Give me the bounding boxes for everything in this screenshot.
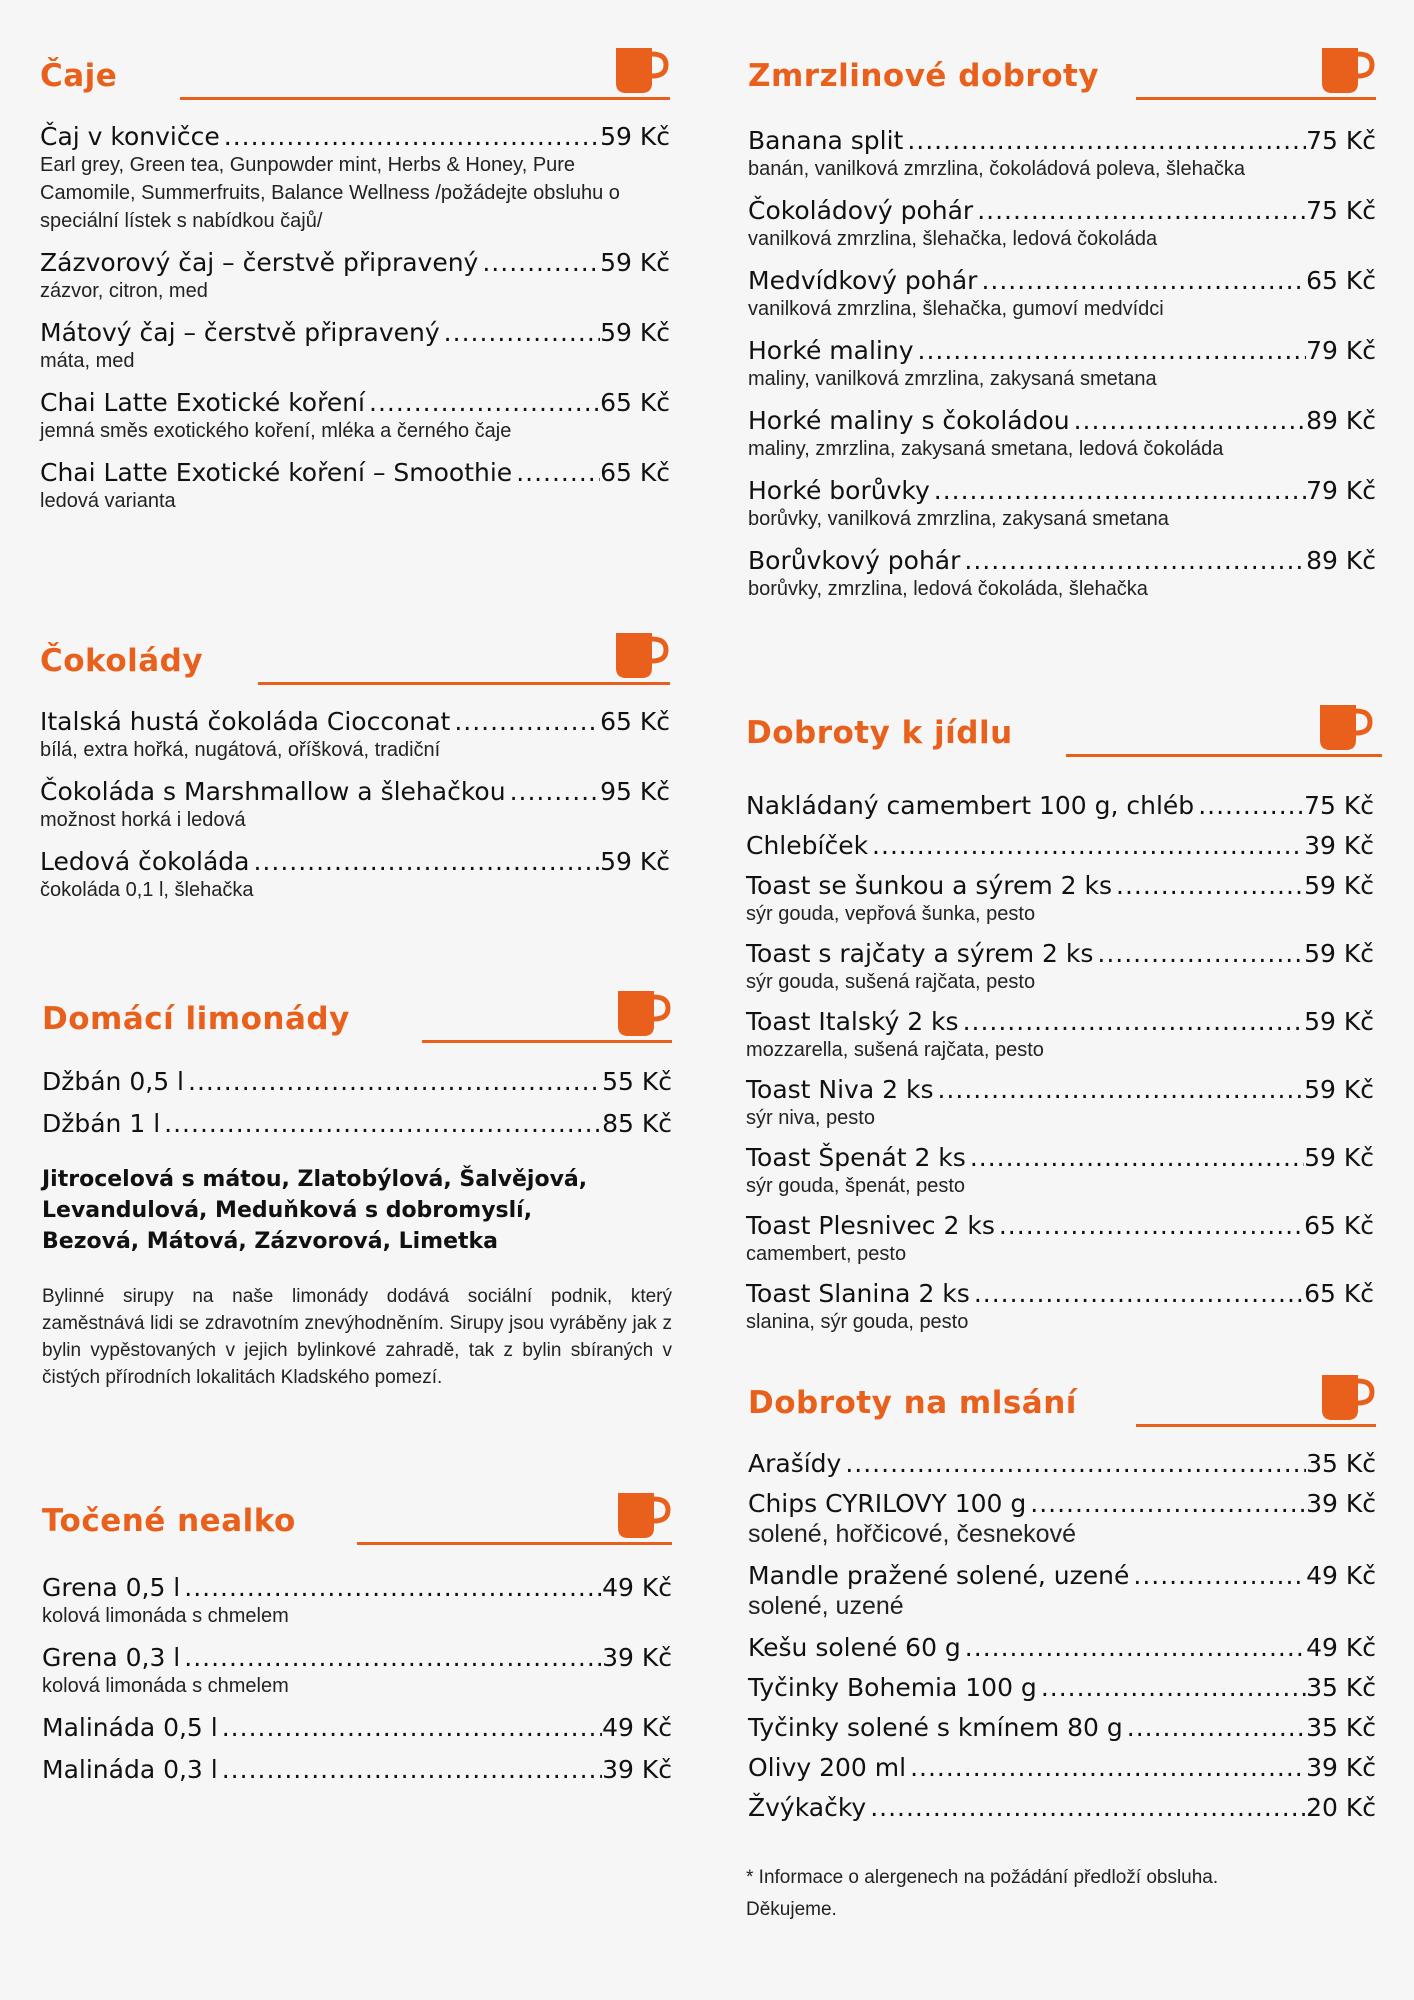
- menu-item-line: [748, 1449, 1376, 1478]
- menu-item-price: 59 Kč: [1304, 1075, 1374, 1104]
- dot-leader: [506, 777, 601, 806]
- menu-item-line: [746, 939, 1374, 968]
- dot-leader: [1093, 939, 1304, 968]
- menu-item-name: Toast Špenát 2 ks: [746, 1143, 966, 1172]
- item-list: [746, 791, 1374, 1336]
- menu-item-description: Earl grey, Green tea, Gunpowder mint, Herbs & Honey, Pure Camomile, Summerfruits, Balance Wellness /požádejte obsluhu o speciální lístek s nabídkou čajů/: [40, 154, 620, 232]
- section-header: [40, 625, 670, 685]
- dot-leader: [961, 1633, 1306, 1662]
- dot-leader: [930, 476, 1306, 505]
- menu-item-line: [746, 1075, 1374, 1104]
- menu-item: [40, 248, 670, 305]
- menu-item-line: [748, 1753, 1376, 1782]
- menu-item-line: [746, 871, 1374, 900]
- menu-item-name: Toast s rajčaty a sýrem 2 ks: [746, 939, 1094, 968]
- menu-item-price: 59 Kč: [600, 122, 670, 151]
- dot-leader: [180, 1643, 602, 1672]
- menu-item-line: [748, 1673, 1376, 1702]
- dot-leader: [973, 196, 1306, 225]
- dot-leader: [450, 707, 600, 736]
- menu-item-price: 49 Kč: [1306, 1561, 1376, 1590]
- menu-item-name: Čaj v konvičce: [40, 122, 220, 151]
- footnote-line: * Informace o alergenech na požádání předloží obsluha.: [746, 1867, 1219, 1888]
- coffee-cup-icon: [1316, 702, 1374, 754]
- menu-item-line: [40, 777, 670, 806]
- menu-item-description: bílá, extra hořká, nugátová, oříšková, tradiční: [40, 739, 441, 761]
- menu-item-name: Čokoláda s Marshmallow a šlehačkou: [40, 777, 506, 806]
- menu-item-name: Chai Latte Exotické koření – Smoothie: [40, 458, 513, 487]
- section-title: Zmrzlinové dobroty: [748, 58, 1100, 94]
- menu-item-price: 75 Kč: [1306, 196, 1376, 225]
- menu-item-price: 59 Kč: [600, 248, 670, 277]
- header-rule: [1066, 754, 1382, 757]
- menu-item-description: maliny, vanilková zmrzlina, zakysaná smetana: [748, 368, 1157, 390]
- header-rule: [1136, 97, 1376, 100]
- menu-item-name: Horké borůvky: [748, 476, 930, 505]
- menu-item-price: 95 Kč: [600, 777, 670, 806]
- menu-item-price: 59 Kč: [600, 847, 670, 876]
- section-limonady: [42, 983, 672, 1391]
- menu-item-line: [748, 1561, 1376, 1590]
- menu-item-price: 20 Kč: [1306, 1793, 1376, 1822]
- section-jidlo: [746, 697, 1382, 1347]
- menu-item-price: 79 Kč: [1306, 476, 1376, 505]
- header-rule: [1136, 1424, 1376, 1427]
- section-header: [42, 983, 672, 1043]
- menu-item-price: 89 Kč: [1306, 406, 1376, 435]
- section-title: Domácí limonády: [42, 1001, 350, 1037]
- menu-item-price: 59 Kč: [1304, 1143, 1374, 1172]
- section-caje: [40, 40, 670, 528]
- item-list: [748, 1449, 1376, 1822]
- menu-item-name: Toast se šunkou a sýrem 2 ks: [746, 871, 1113, 900]
- menu-item-name: Džbán 0,5 l: [42, 1067, 185, 1096]
- dot-leader: [1026, 1489, 1306, 1518]
- menu-item-line: [42, 1713, 672, 1742]
- menu-item-name: Olivy 200 ml: [748, 1753, 907, 1782]
- menu-item: [748, 1673, 1376, 1702]
- menu-item-name: Tyčinky Bohemia 100 g: [748, 1673, 1037, 1702]
- section-nealko: [42, 1485, 672, 1797]
- dot-leader: [160, 1109, 602, 1138]
- menu-item-price: 59 Kč: [1304, 939, 1374, 968]
- menu-item-line: [746, 1007, 1374, 1036]
- dot-leader: [184, 1067, 602, 1096]
- menu-item: [746, 1211, 1374, 1268]
- menu-item-description: slanina, sýr gouda, pesto: [746, 1311, 969, 1333]
- menu-item: [746, 939, 1374, 996]
- header-rule: [357, 1542, 672, 1545]
- dot-leader: [1070, 406, 1306, 435]
- menu-item-line: [746, 831, 1374, 860]
- menu-item-description: sýr gouda, špenát, pesto: [746, 1175, 966, 1197]
- menu-item-description: kolová limonáda s chmelem: [42, 1675, 289, 1697]
- dot-leader: [914, 336, 1307, 365]
- menu-item-line: [40, 707, 670, 736]
- menu-item-name: Italská hustá čokoláda Ciocconat: [40, 707, 451, 736]
- dot-leader: [365, 388, 600, 417]
- menu-item-price: 49 Kč: [602, 1713, 672, 1742]
- menu-item: [748, 1561, 1376, 1622]
- menu-item: [40, 318, 670, 375]
- menu-item-price: 65 Kč: [600, 707, 670, 736]
- dot-leader: [966, 1143, 1304, 1172]
- menu-item: [748, 1449, 1376, 1478]
- menu-item-description: možnost horká i ledová: [40, 809, 246, 831]
- coffee-cup-icon: [612, 45, 670, 97]
- menu-item-description: sýr gouda, vepřová šunka, pesto: [746, 903, 1036, 925]
- section-title: Čaje: [40, 58, 118, 94]
- menu-item-description: maliny, zmrzlina, zakysaná smetana, ledová čokoláda: [748, 438, 1224, 460]
- menu-item: [42, 1713, 672, 1742]
- dot-leader: [1037, 1673, 1306, 1702]
- dot-leader: [977, 266, 1306, 295]
- dot-leader: [1123, 1713, 1306, 1742]
- menu-item-price: 65 Kč: [600, 388, 670, 417]
- menu-item-name: Malináda 0,3 l: [42, 1755, 218, 1784]
- menu-item-line: [40, 318, 670, 347]
- section-title: Dobroty k jídlu: [746, 715, 1013, 751]
- menu-item-line: [748, 546, 1376, 575]
- item-list: [42, 1067, 672, 1138]
- menu-item-name: Toast Italský 2 ks: [746, 1007, 959, 1036]
- menu-item-price: 89 Kč: [1306, 546, 1376, 575]
- dot-leader: [180, 1573, 602, 1602]
- menu-item: [746, 1279, 1374, 1336]
- coffee-cup-icon: [614, 1490, 672, 1542]
- menu-item-price: 39 Kč: [602, 1643, 672, 1672]
- menu-item-name: Malináda 0,5 l: [42, 1713, 218, 1742]
- menu-item-price: 59 Kč: [1304, 871, 1374, 900]
- menu-item-line: [42, 1643, 672, 1672]
- menu-item-price: 65 Kč: [1304, 1279, 1374, 1308]
- menu-item-line: [748, 406, 1376, 435]
- menu-item-name: Kešu solené 60 g: [748, 1633, 961, 1662]
- menu-item-line: [748, 126, 1376, 155]
- section-cokolady: [40, 625, 670, 917]
- footnote-thanks: Děkujeme.: [746, 1899, 837, 1920]
- menu-item-description: kolová limonáda s chmelem: [42, 1605, 289, 1627]
- section-title: Dobroty na mlsání: [748, 1385, 1077, 1421]
- dot-leader: [868, 831, 1304, 860]
- menu-item-description: solené, hořčicové, česnekové: [748, 1520, 1076, 1548]
- menu-item-line: [40, 388, 670, 417]
- menu-item-name: Chai Latte Exotické koření: [40, 388, 365, 417]
- menu-item: [40, 707, 670, 764]
- menu-item-price: 55 Kč: [602, 1067, 672, 1096]
- menu-item-price: 39 Kč: [1304, 831, 1374, 860]
- menu-item-name: Borůvkový pohár: [748, 546, 961, 575]
- menu-item-description: čokoláda 0,1 l, šlehačka: [40, 879, 254, 901]
- dot-leader: [970, 1279, 1304, 1308]
- menu-item-line: [748, 1633, 1376, 1662]
- dot-leader: [995, 1211, 1304, 1240]
- menu-item-description: solené, uzené: [748, 1592, 904, 1620]
- menu-item-line: [746, 1143, 1374, 1172]
- menu-item-line: [42, 1109, 672, 1138]
- menu-item-description: máta, med: [40, 350, 135, 372]
- menu-item-line: [748, 1793, 1376, 1822]
- menu-item: [746, 1143, 1374, 1200]
- dot-leader: [512, 458, 600, 487]
- menu-item: [746, 791, 1374, 820]
- menu-item-price: 75 Kč: [1306, 126, 1376, 155]
- menu-item-price: 49 Kč: [602, 1573, 672, 1602]
- dot-leader: [1129, 1561, 1306, 1590]
- menu-item-description: borůvky, vanilková zmrzlina, zakysaná smetana: [748, 508, 1169, 530]
- menu-item-name: Chlebíček: [746, 831, 869, 860]
- menu-item-name: Horké maliny: [748, 336, 914, 365]
- menu-item-name: Toast Slanina 2 ks: [746, 1279, 970, 1308]
- menu-item-line: [746, 1279, 1374, 1308]
- menu-item-line: [748, 336, 1376, 365]
- menu-item-name: Banana split: [748, 126, 904, 155]
- menu-item-price: 39 Kč: [602, 1755, 672, 1784]
- menu-item-name: Arašídy: [748, 1449, 842, 1478]
- menu-item-line: [40, 122, 670, 151]
- menu-item-name: Chips CYRILOVY 100 g: [748, 1489, 1027, 1518]
- menu-item: [748, 546, 1376, 603]
- section-header: [40, 40, 670, 100]
- menu-item-price: 75 Kč: [1304, 791, 1374, 820]
- menu-item-price: 35 Kč: [1306, 1449, 1376, 1478]
- menu-item-line: [42, 1067, 672, 1096]
- menu-item: [748, 406, 1376, 463]
- menu-item-name: Ledová čokoláda: [40, 847, 250, 876]
- menu-item-name: Čokoládový pohár: [748, 196, 974, 225]
- menu-item-line: [746, 791, 1374, 820]
- menu-item: [42, 1573, 672, 1630]
- menu-item-price: 39 Kč: [1306, 1489, 1376, 1518]
- menu-item: [40, 847, 670, 904]
- menu-item-name: Tyčinky solené s kmínem 80 g: [748, 1713, 1123, 1742]
- menu-item: [746, 1007, 1374, 1064]
- dot-leader: [440, 318, 600, 347]
- menu-item-name: Mátový čaj – čerstvě připravený: [40, 318, 440, 347]
- header-rule: [258, 682, 670, 685]
- dot-leader: [903, 126, 1306, 155]
- menu-item-price: 59 Kč: [600, 318, 670, 347]
- menu-item-description: mozzarella, sušená rajčata, pesto: [746, 1039, 1044, 1061]
- menu-item-description: borůvky, zmrzlina, ledová čokoláda, šlehačka: [748, 578, 1148, 600]
- menu-item-line: [748, 266, 1376, 295]
- section-zmrzlina: [748, 40, 1376, 616]
- menu-item: [746, 831, 1374, 860]
- menu-item-description: zázvor, citron, med: [40, 280, 208, 302]
- menu-item-description: vanilková zmrzlina, šlehačka, gumoví medvídci: [748, 298, 1164, 320]
- menu-item-line: [748, 1489, 1376, 1518]
- menu-item-description: ledová varianta: [40, 490, 176, 512]
- menu-item-description: jemná směs exotického koření, mléka a černého čaje: [40, 420, 512, 442]
- item-list: [748, 126, 1376, 603]
- menu-item: [40, 388, 670, 445]
- section-header: [42, 1485, 672, 1545]
- allergen-footnote: [746, 1862, 1386, 1926]
- menu-item: [42, 1109, 672, 1138]
- section-header: [748, 1367, 1376, 1427]
- section-title: Točené nealko: [42, 1503, 296, 1539]
- menu-item-line: [40, 847, 670, 876]
- dot-leader: [866, 1793, 1306, 1822]
- coffee-cup-icon: [612, 630, 670, 682]
- section-header: [748, 40, 1376, 100]
- menu-item-line: [748, 1713, 1376, 1742]
- menu-item: [748, 196, 1376, 253]
- menu-item-price: 65 Kč: [600, 458, 670, 487]
- menu-item-name: Horké maliny s čokoládou: [748, 406, 1070, 435]
- menu-item-name: Zázvorový čaj – čerstvě připravený: [40, 248, 479, 277]
- menu-item: [42, 1643, 672, 1700]
- dot-leader: [1194, 791, 1304, 820]
- menu-item-price: 79 Kč: [1306, 336, 1376, 365]
- menu-item-price: 65 Kč: [1304, 1211, 1374, 1240]
- menu-item-line: [748, 476, 1376, 505]
- menu-item: [746, 871, 1374, 928]
- section-header: [746, 697, 1382, 757]
- header-rule: [422, 1040, 672, 1043]
- menu-item-price: 59 Kč: [1304, 1007, 1374, 1036]
- dot-leader: [1112, 871, 1304, 900]
- menu-item-name: Grena 0,3 l: [42, 1643, 181, 1672]
- dot-leader: [478, 248, 600, 277]
- item-list: [40, 707, 670, 904]
- menu-item: [42, 1755, 672, 1784]
- menu-item: [42, 1067, 672, 1096]
- menu-item: [748, 1753, 1376, 1782]
- dot-leader: [218, 1713, 602, 1742]
- menu-item-name: Nakládaný camembert 100 g, chléb: [746, 791, 1195, 820]
- flavour-list: Jitrocelová s mátou, Zlatobýlová, Šalvějová, Levandulová, Meduňková s dobromyslí, Bezová, Mátová, Zázvorová, Limetka: [42, 1167, 588, 1254]
- menu-item-name: Medvídkový pohár: [748, 266, 978, 295]
- menu-item-price: 39 Kč: [1306, 1753, 1376, 1782]
- menu-item-line: [748, 196, 1376, 225]
- dot-leader: [841, 1449, 1306, 1478]
- dot-leader: [249, 847, 600, 876]
- item-list: [42, 1573, 672, 1784]
- section-mlsani: [748, 1367, 1376, 1833]
- menu-item: [748, 1489, 1376, 1550]
- menu-item-price: 35 Kč: [1306, 1713, 1376, 1742]
- menu-item: [748, 1793, 1376, 1822]
- menu-item-line: [746, 1211, 1374, 1240]
- menu-item-line: [40, 248, 670, 277]
- menu-item-description: banán, vanilková zmrzlina, čokoládová poleva, šlehačka: [748, 158, 1245, 180]
- dot-leader: [906, 1753, 1306, 1782]
- menu-item-price: 85 Kč: [602, 1109, 672, 1138]
- menu-item: [748, 476, 1376, 533]
- menu-item-name: Žvýkačky: [748, 1793, 867, 1822]
- menu-item-name: Grena 0,5 l: [42, 1573, 181, 1602]
- header-rule: [180, 97, 670, 100]
- menu-item: [40, 122, 670, 235]
- menu-item-description: camembert, pesto: [746, 1243, 907, 1265]
- menu-item-name: Džbán 1 l: [42, 1109, 161, 1138]
- section-title: Čokolády: [40, 643, 204, 679]
- menu-item: [40, 458, 670, 515]
- menu-item: [748, 336, 1376, 393]
- dot-leader: [218, 1755, 602, 1784]
- syrup-note: Bylinné sirupy na naše limonády dodává sociální podnik, který zaměstnává lidi se zdravotním znevýhodněním. Sirupy jsou vyráběny jak z bylin vypěstovaných v jejich bylinkové zahradě, tak z bylin sbíraných v čistých přírodních lokalitách Kladského pomezí.: [42, 1286, 672, 1388]
- menu-item-line: [42, 1573, 672, 1602]
- menu-item: [748, 1633, 1376, 1662]
- menu-item-price: 49 Kč: [1306, 1633, 1376, 1662]
- menu-item-name: Toast Niva 2 ks: [746, 1075, 934, 1104]
- menu-item: [746, 1075, 1374, 1132]
- item-list: [40, 122, 670, 515]
- menu-item-name: Toast Plesnivec 2 ks: [746, 1211, 995, 1240]
- menu-item: [748, 266, 1376, 323]
- menu-item-description: vanilková zmrzlina, šlehačka, ledová čokoláda: [748, 228, 1158, 250]
- menu-item-line: [42, 1755, 672, 1784]
- dot-leader: [933, 1075, 1304, 1104]
- dot-leader: [959, 1007, 1305, 1036]
- dot-leader: [220, 122, 600, 151]
- dot-leader: [960, 546, 1306, 575]
- menu-item-name: Mandle pražené solené, uzené: [748, 1561, 1130, 1590]
- coffee-cup-icon: [1318, 1372, 1376, 1424]
- menu-item: [748, 126, 1376, 183]
- menu-item: [40, 777, 670, 834]
- menu-item-description: sýr niva, pesto: [746, 1107, 875, 1129]
- menu-item-price: 65 Kč: [1306, 266, 1376, 295]
- menu-item: [748, 1713, 1376, 1742]
- coffee-cup-icon: [1318, 45, 1376, 97]
- menu-item-description: sýr gouda, sušená rajčata, pesto: [746, 971, 1036, 993]
- menu-item-line: [40, 458, 670, 487]
- menu-item-price: 35 Kč: [1306, 1673, 1376, 1702]
- coffee-cup-icon: [614, 988, 672, 1040]
